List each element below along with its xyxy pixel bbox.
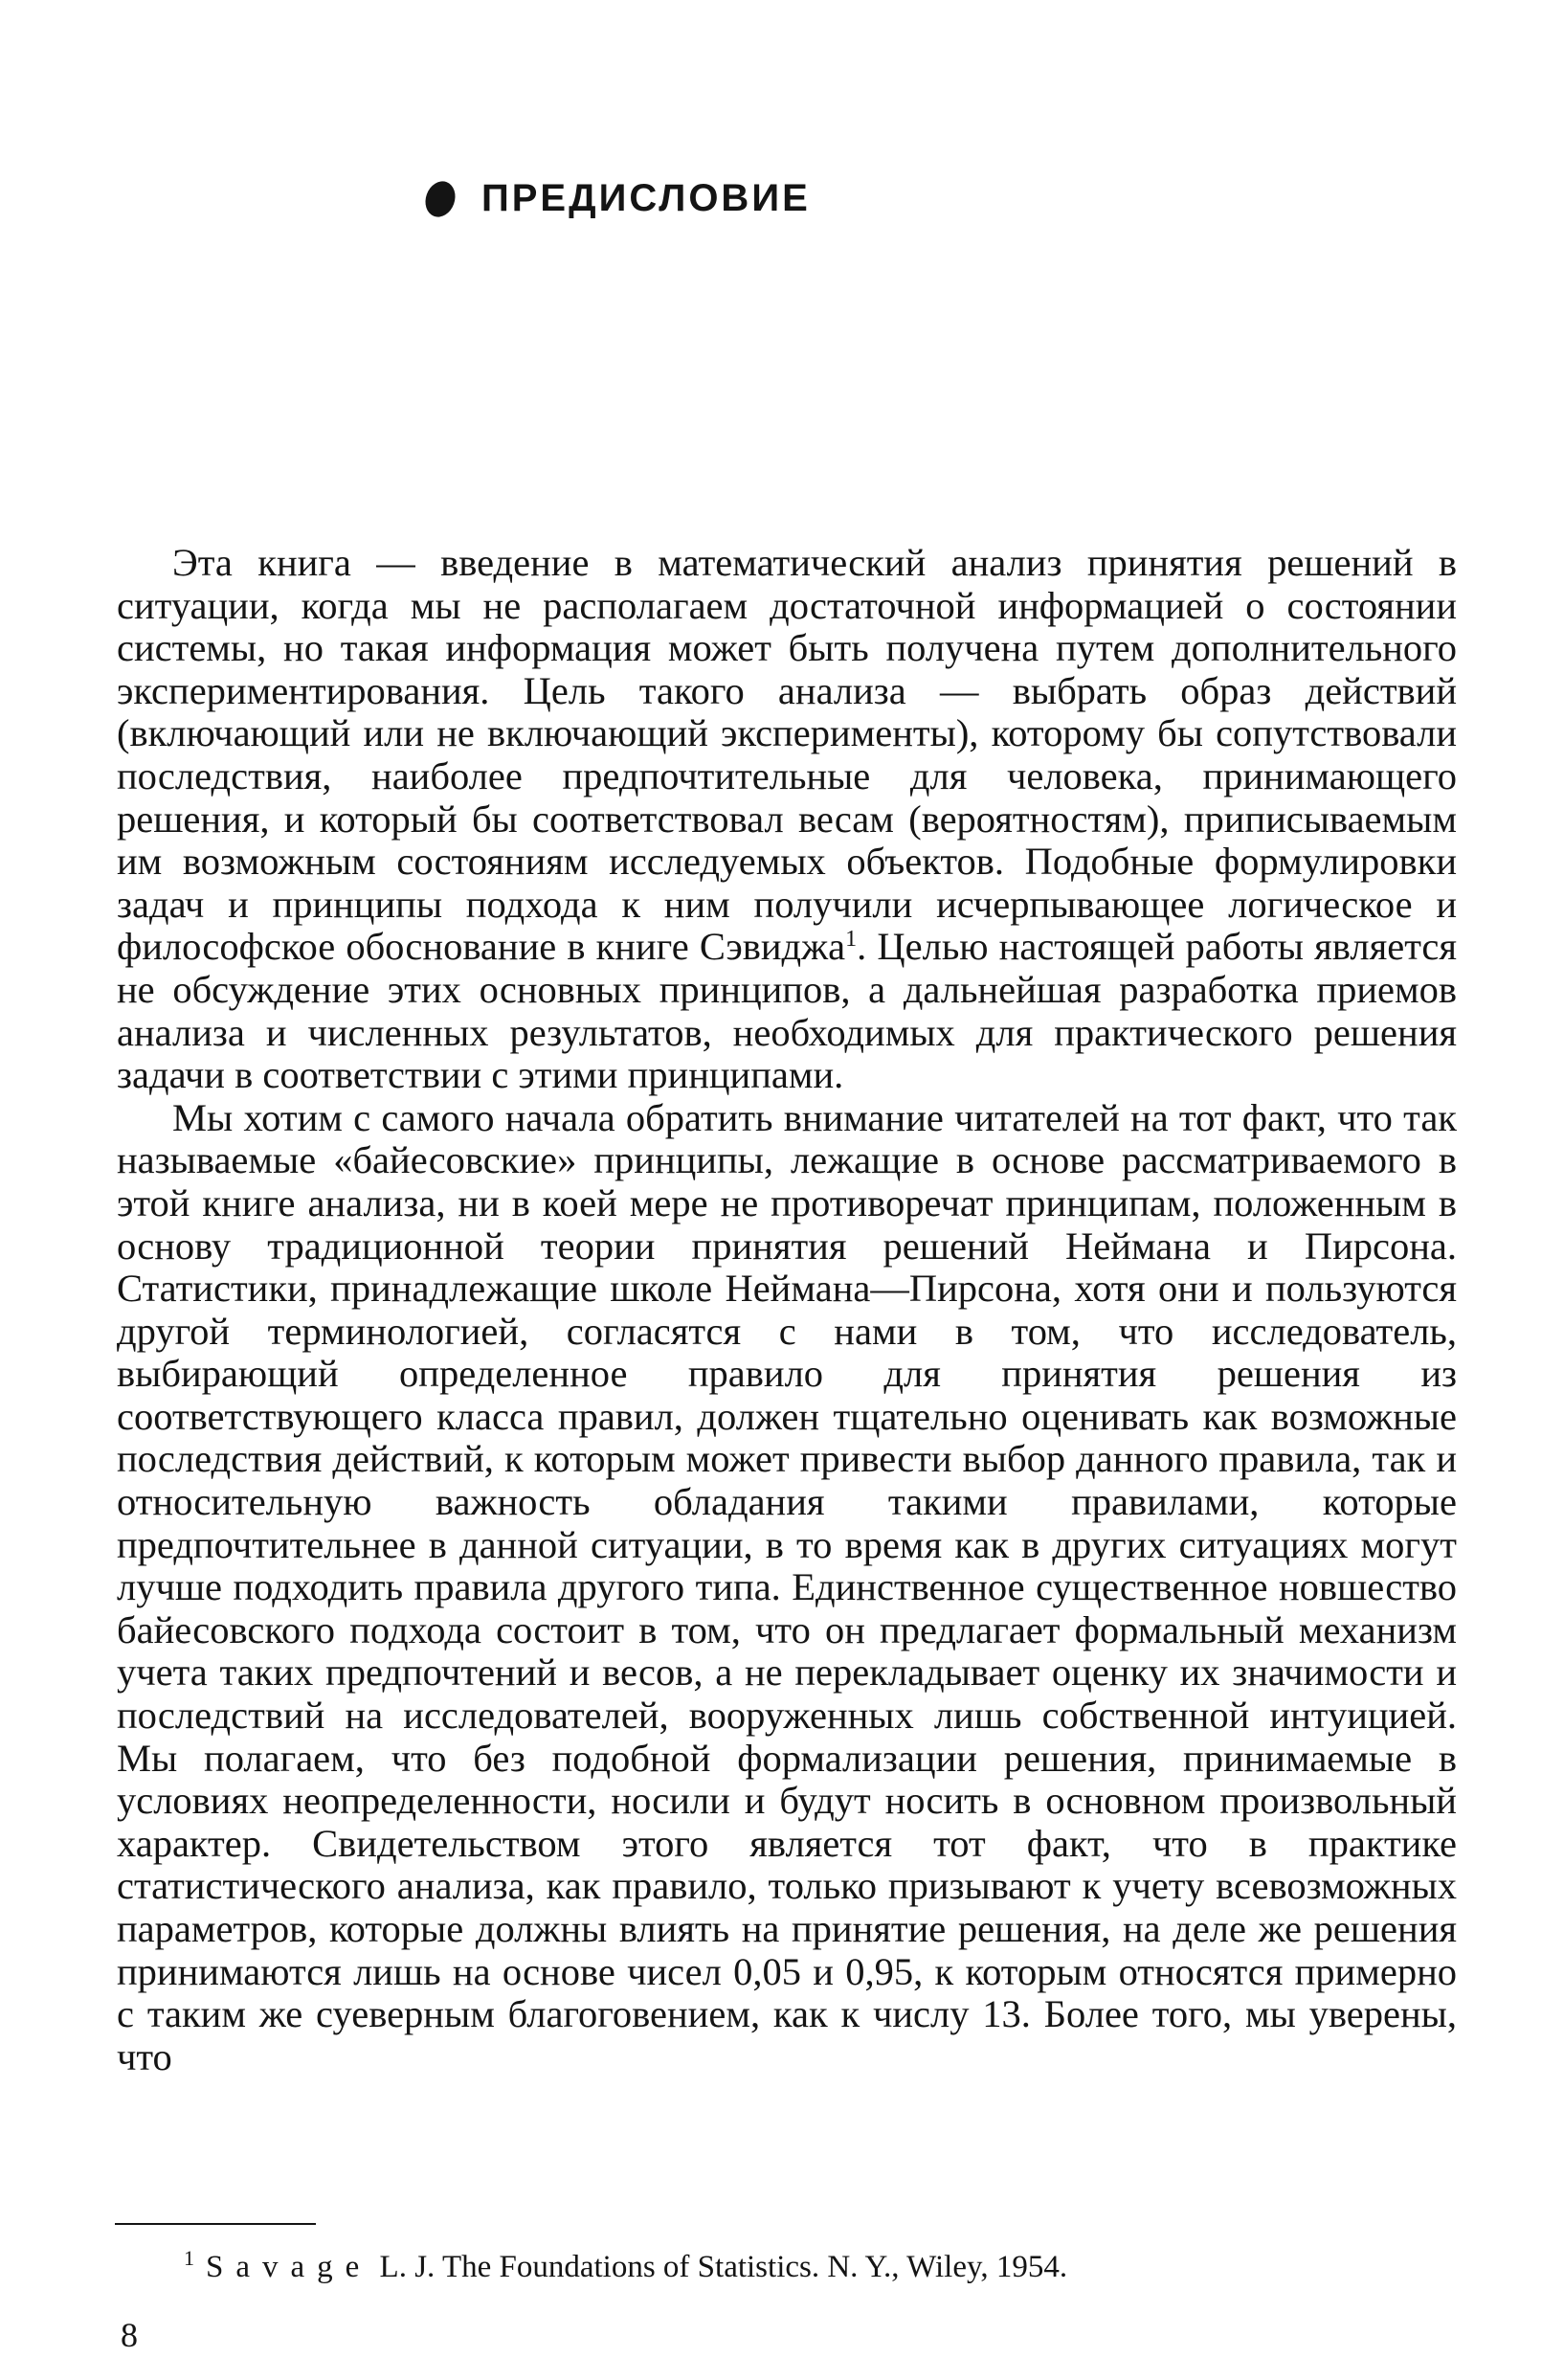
- footnote-divider: [115, 2223, 316, 2225]
- paragraph-1-text: Эта книга — введение в математический анализ принятия решений в ситуации, когда мы не располагаем достаточной информацией о состоянии системы, но такая информация может быть получена путем дополнительного экспериментирования. Цель такого анализа — выбрать образ действий (включающий или не включающий эксперименты), которому бы сопутствовали последствия, наиболее предпочтительные для человека, принимающего решения, и который бы соответствовал весам (вероятностям), приписываемым им возможным состояниям исследуемых объектов. Подобные формулировки задач и принципы подхода к ним получили исчерпывающее логическое и философское обоснование в книге Сэвиджа: [117, 541, 1457, 969]
- page-number: 8: [121, 2316, 138, 2354]
- footnote-author: Savage: [206, 2250, 372, 2284]
- footnote: [184, 2246, 1068, 2285]
- bullet-dot-icon: [420, 177, 459, 221]
- body-text: [117, 542, 1457, 2078]
- footnote-marker: 1: [184, 2246, 194, 2270]
- footnote-reference: 1: [845, 927, 858, 953]
- heading-title: ПРЕДИСЛОВИЕ: [481, 177, 811, 219]
- paragraph-1-text-cont: . Целью настоящей работы является не обсуждение этих основных принципов, а дальнейшая разработка приемов анализа и численных результатов, необходимых для практического решения задачи в соответствии с этими принципами.: [117, 925, 1457, 1097]
- paragraph-2: Мы хотим с самого начала обратить внимание читателей на тот факт, что так называемые «байесовские» принципы, лежащие в основе рассматриваемого в этой книге анализа, ни в коей мере не противоречат принципам, положенным в основу традиционной теории принятия решений Неймана и Пирсона. Статистики, принадлежащие школе Неймана—Пирсона, хотя они и пользуются другой терминологией, согласятся с нами в том, что исследователь, выбирающий определенное правило для принятия решения из соответствующего класса правил, должен тщательно оценивать как возможные последствия действий, к которым может привести выбор данного правила, так и относительную важность обладания такими правилами, которые предпочтительнее в данной ситуации, в то время как в других ситуациях могут лучше подходить правила другого типа. Единственное существенное новшество байесовского подхода состоит в том, что он предлагает формальный механизм учета таких предпочтений и весов, а не перекладывает оценку их значимости и последствий на исследователей, вооруженных лишь собственной интуицией. Мы полагаем, что без подобной формализации решения, принимаемые в условиях неопределенности, носили и будут носить в основном произвольный характер. Свидетельством этого является тот факт, что в практике статистического анализа, как правило, только призывают к учету всевозможных параметров, которые должны влиять на принятие решения, на деле же решения принимаются лишь на основе чисел 0,05 и 0,95, к которым относятся примерно с таким же суеверным благоговением, как к числу 13. Более того, мы уверены, что: [117, 1095, 1457, 2078]
- chapter-heading: [426, 177, 811, 220]
- footnote-citation: L. J. The Foundations of Statistics. N. Y., Wiley, 1954.: [371, 2250, 1068, 2284]
- paragraph-1: [117, 542, 1457, 1097]
